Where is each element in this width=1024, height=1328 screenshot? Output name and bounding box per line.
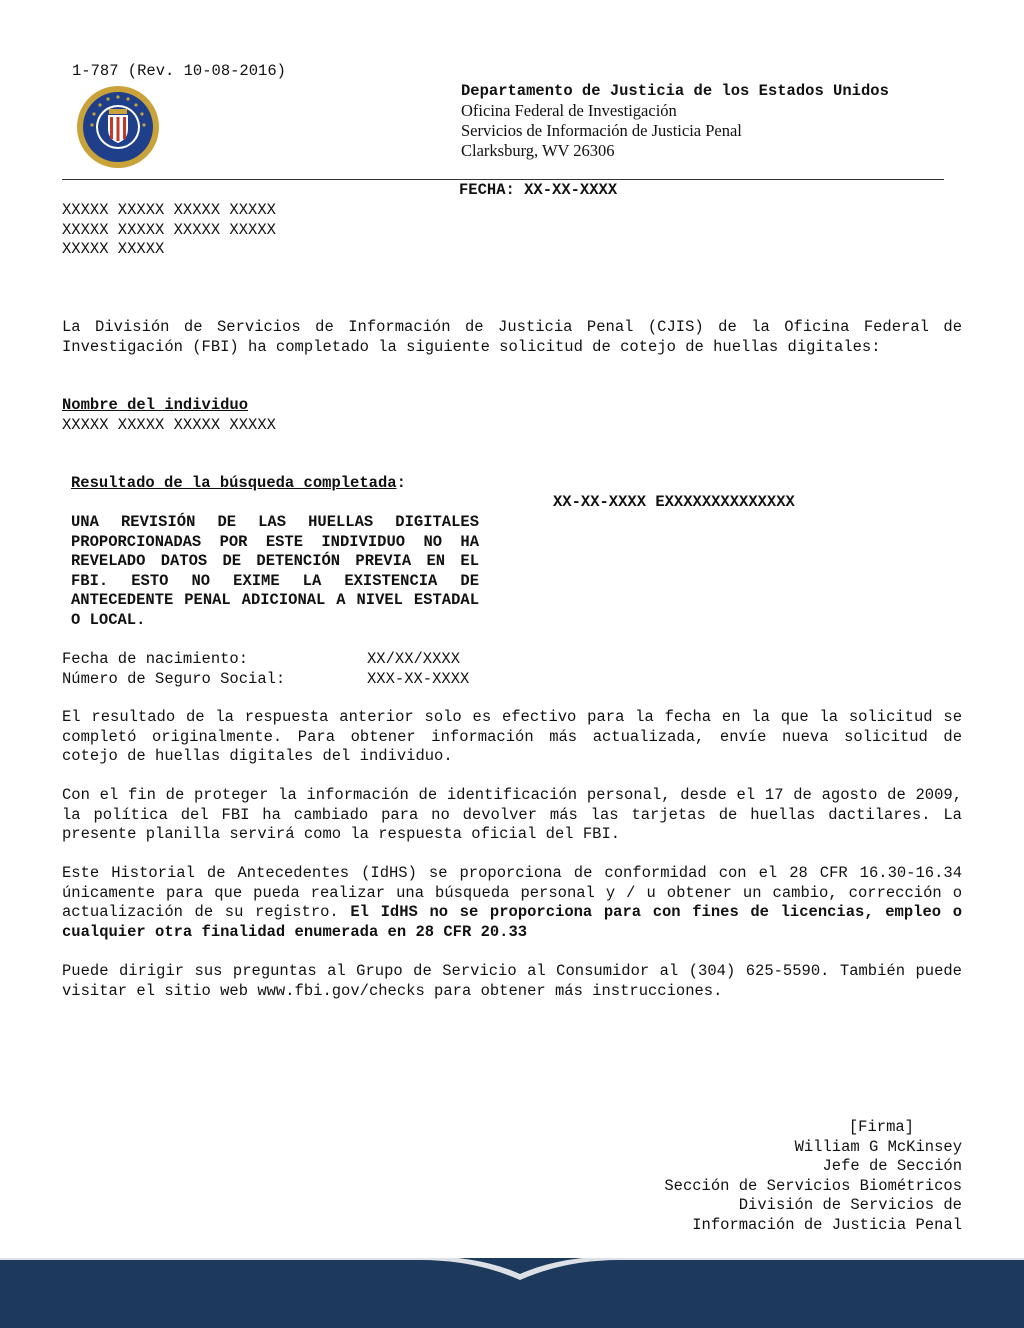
footer-band: [0, 1256, 1024, 1328]
recipient-address: [62, 201, 276, 260]
ssn-value: XXX-XX-XXXX: [367, 669, 470, 688]
idhs-paragraph: [62, 864, 962, 942]
signature-block: [664, 1118, 962, 1235]
personal-fields: [62, 650, 469, 689]
result-text: UNA REVISIÓN DE LAS HUELLAS DIGITALES PROPORCIONADAS POR ESTE INDIVIDUO NO HA REVELADO DATOS DE DETENCIÓN PREVIA EN EL FBI. ESTO NO EXIME LA EXISTENCIA DE ANTECEDENTE PENAL ADICIONAL A NIVEL ESTADAL O LOCAL.: [71, 513, 479, 629]
ssn-row: [62, 670, 469, 690]
agency-block: [461, 81, 889, 161]
agency-address: Clarksburg, WV 26306: [461, 141, 615, 160]
dob-value: XX/XX/XXXX: [367, 650, 461, 668]
agency-bureau: Oficina Federal de Investigación: [461, 101, 677, 120]
address-line: XXXXX XXXXX: [62, 240, 165, 258]
validity-paragraph: El resultado de la respuesta anterior solo es efectivo para la fecha en la que la solicitud se completó originalmente. Para obtener información más actualizada, envíe nueva solicitud de cotejo de huellas digitales del individuo.: [62, 708, 962, 765]
signer-division-cont: Información de Justicia Penal: [692, 1215, 962, 1234]
result-label-text: Resultado de la búsqueda completada: [71, 474, 397, 492]
dob-row: [62, 650, 469, 670]
result-label-colon: :: [396, 474, 406, 492]
address-line: XXXXX XXXXX XXXXX XXXXX: [62, 201, 276, 219]
privacy-paragraph: Con el fin de proteger la información de identificación personal, desde el 17 de agosto de 2009, la política del FBI ha cambiado para no devolver más las tarjetas de huellas dactilares. La presente planilla servirá como la respuesta oficial del FBI.: [62, 786, 962, 843]
date-line: FECHA: XX-XX-XXXX: [459, 181, 618, 199]
signature-placeholder: [Firma]: [848, 1118, 914, 1136]
header-rule: [62, 179, 944, 180]
fbi-seal-icon: [76, 85, 160, 169]
result-label: [71, 474, 406, 494]
result-date-code: XX-XX-XXXX EXXXXXXXXXXXXXX: [553, 493, 795, 511]
address-line: XXXXX XXXXX XXXXX XXXXX: [62, 220, 276, 239]
signer-division: División de Servicios de: [738, 1196, 962, 1214]
agency-name: Departamento de Justicia de los Estados Unidos: [461, 82, 889, 100]
individual-name-value: XXXXX XXXXX XXXXX XXXXX: [62, 416, 276, 434]
signer-name: William G McKinsey: [794, 1137, 962, 1156]
dob-label: Fecha de nacimiento:: [62, 650, 249, 668]
contact-paragraph: Puede dirigir sus preguntas al Grupo de Servicio al Consumidor al (304) 625-5590. También puede visitar el sitio web www.fbi.gov/checks para obtener más instrucciones.: [62, 962, 962, 1000]
agency-division: Servicios de Información de Justicia Penal: [461, 121, 742, 140]
ssn-label: Número de Seguro Social:: [62, 669, 286, 688]
individual-name-label: Nombre del individuo: [62, 396, 249, 414]
form-number: 1-787 (Rev. 10-08-2016): [72, 62, 286, 80]
signer-title: Jefe de Sección: [822, 1157, 962, 1175]
idhs-bold-text: El IdHS no se proporciona para con fines de licencias, empleo o cualquier otra finalidad enumerada en 28 CFR 20.33: [62, 903, 963, 941]
intro-paragraph: La División de Servicios de Información de Justicia Penal (CJIS) de la Oficina Federal de Investigación (FBI) ha completado la siguiente solicitud de cotejo de huellas digitales:: [62, 318, 962, 356]
signer-section: Sección de Servicios Biométricos: [664, 1176, 962, 1195]
idhs-text: Este Historial de Antecedentes (IdHS) se proporciona de conformidad con el 28 CFR 16.30-16.34 únicamente para que pueda realizar una búsqueda personal y / u obtener un cambio, corrección o actualización de su registro.: [62, 864, 962, 921]
